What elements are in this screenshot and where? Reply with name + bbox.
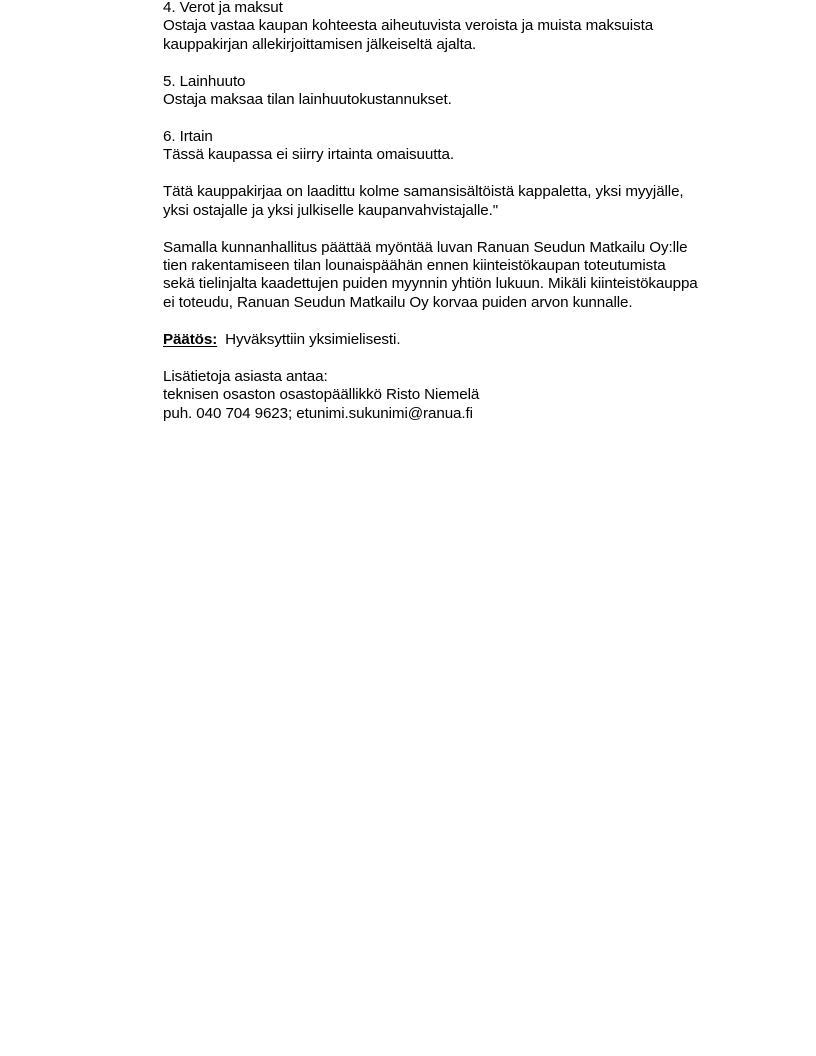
section-heading: 5. Lainhuuto [163, 72, 246, 90]
section-text-line: Tässä kaupassa ei siirry irtainta omaisuutta. [163, 146, 454, 164]
section-irtain [163, 128, 763, 165]
section-heading: 6. Irtain [163, 128, 213, 146]
permission-paragraph [163, 239, 763, 313]
section-text-line: Ostaja vastaa kaupan kohteesta aiheutuvista veroista ja muista maksuista [163, 17, 654, 35]
decision [163, 331, 763, 349]
section-heading: 4. Verot ja maksut [163, 0, 283, 16]
decision-text: Hyväksyttiin yksimielisesti. [225, 330, 401, 348]
decision-label: Päätös: [163, 330, 218, 348]
contact-intro: Lisätietoja asiasta antaa: [163, 367, 328, 385]
paragraph-line: sekä tielinjalta kaadettujen puiden myynnin yhtiön lukuun. Mikäli kiinteistökauppa [163, 275, 698, 293]
document-body [163, 0, 763, 441]
section-text-line: kauppakirjan allekirjoittamisen jälkeiseltä ajalta. [163, 35, 477, 53]
section-verot-ja-maksut [163, 0, 763, 54]
paragraph-line: yksi ostajalle ja yksi julkiselle kaupanvahvistajalle." [163, 201, 499, 219]
section-text-line: Ostaja maksaa tilan lainhuutokustannukset. [163, 91, 452, 109]
section-lainhuuto [163, 73, 763, 110]
paragraph-line: Tätä kauppakirjaa on laadittu kolme samansisältöistä kappaletta, yksi myyjälle, [163, 183, 684, 201]
paragraph-line: tien rakentamiseen tilan lounaispäähän ennen kiinteistökaupan toteutumista [163, 257, 666, 275]
paragraph-line: Samalla kunnanhallitus päättää myöntää luvan Ranuan Seudun Matkailu Oy:lle [163, 238, 688, 256]
contact-person: teknisen osaston osastopäällikkö Risto Niemelä [163, 386, 480, 404]
contact-info [163, 368, 763, 423]
paragraph-line: ei toteudu, Ranuan Seudun Matkailu Oy korvaa puiden arvon kunnalle. [163, 293, 633, 311]
copies-paragraph [163, 183, 763, 220]
contact-phone-email: puh. 040 704 9623; etunimi.sukunimi@ranua.fi [163, 404, 473, 422]
